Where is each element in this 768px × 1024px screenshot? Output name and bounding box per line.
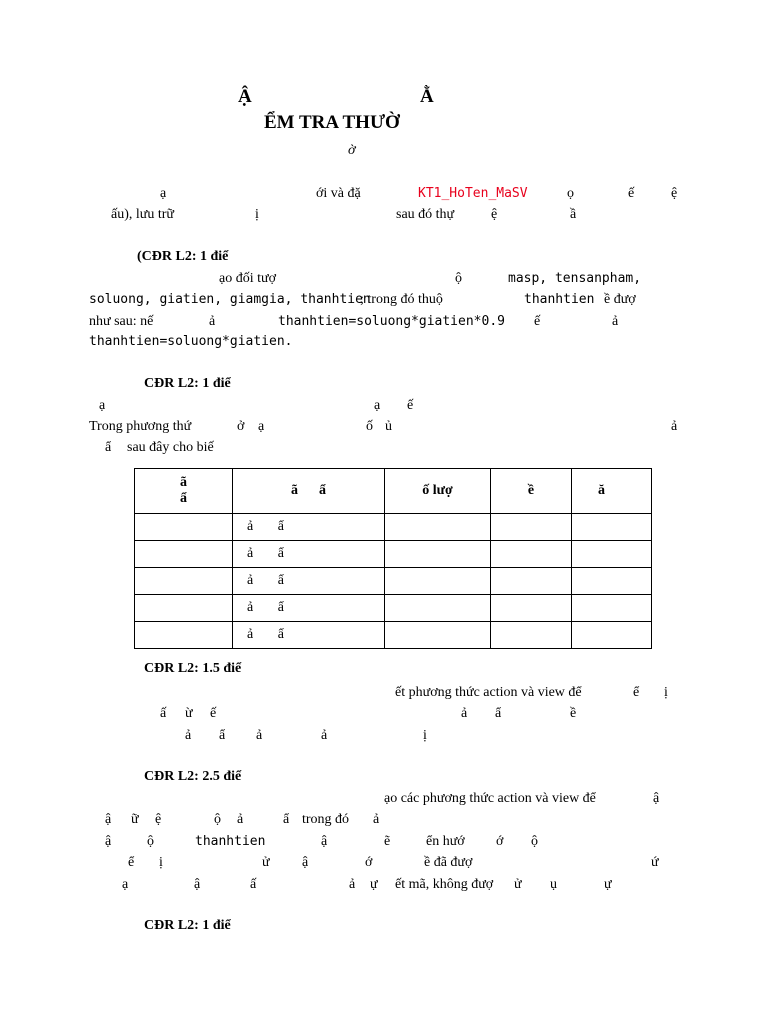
- filename-code: KT1_HoTen_MaSV: [418, 186, 528, 201]
- section-2-text: ủ: [385, 419, 392, 434]
- section-4-text: ậ: [653, 791, 660, 806]
- section-4-text: ẽ: [384, 834, 391, 849]
- section-1-text: ề đượ: [604, 292, 636, 307]
- section-3-text: ả: [185, 728, 192, 743]
- table-cell: ả ẩ: [233, 514, 385, 541]
- table-header-cell: ă: [572, 469, 652, 514]
- section-4-text: trong đó: [302, 812, 350, 827]
- table-header-cell: ố lượ: [385, 469, 491, 514]
- section-2-text: ạ: [374, 398, 381, 413]
- intro-fragment: ầ: [570, 207, 577, 222]
- section-4-text: ậ: [105, 812, 112, 827]
- table-cell: [385, 595, 491, 622]
- section-4-text: ứ: [651, 855, 659, 870]
- section-4-text: ộ: [214, 812, 221, 827]
- intro-fragment: ới và đặ: [316, 186, 361, 201]
- section-4-text: ậ: [321, 834, 328, 849]
- section-2-text: ở: [237, 419, 245, 434]
- subtitle: ờ: [348, 143, 356, 158]
- intro-fragment: ệ: [671, 186, 678, 201]
- section-3-text: ề: [570, 706, 577, 721]
- product-table: [134, 468, 652, 649]
- section-4-text: ử: [262, 855, 270, 870]
- section-1-code: thanhtien=soluong*giatien*0.9: [278, 314, 505, 329]
- table-cell: [135, 514, 233, 541]
- table-cell: [491, 622, 572, 649]
- section-2-text: Trong phương thứ: [89, 419, 192, 434]
- table-cell: [491, 595, 572, 622]
- section-2-text: ạ: [99, 398, 106, 413]
- table-cell: [491, 568, 572, 595]
- section-1-text: ả: [612, 314, 619, 329]
- section-2-heading: CĐR L2: 1 điể: [144, 376, 231, 391]
- section-2-text: sau đây cho biế: [127, 440, 214, 455]
- table-cell: [572, 541, 652, 568]
- section-4-text: ề đã đượ: [424, 855, 473, 870]
- table-cell: [572, 622, 652, 649]
- section-4-text: ị: [159, 855, 163, 870]
- section-2-text: ả: [671, 419, 678, 434]
- table-row: [135, 622, 652, 649]
- table-cell: [572, 514, 652, 541]
- section-4-text: ự: [370, 877, 378, 892]
- table-cell: ả ẩ: [233, 595, 385, 622]
- section-3-text: ả: [321, 728, 328, 743]
- section-3-heading: CĐR L2: 1.5 điể: [144, 661, 242, 676]
- section-3-text: ừ: [185, 706, 193, 721]
- section-3-text: ả: [461, 706, 468, 721]
- section-2-text: ạ: [258, 419, 265, 434]
- section-1-text: ; trong đó thuộ: [360, 292, 443, 307]
- section-4-text: ả: [349, 877, 356, 892]
- table-row: [135, 541, 652, 568]
- section-4-text: ộ: [147, 834, 154, 849]
- table-header-cell: ã ẩ: [233, 469, 385, 514]
- table-row: [135, 568, 652, 595]
- section-3-text: ể: [633, 685, 640, 700]
- intro-fragment: sau đó thự: [396, 207, 455, 222]
- title-line-1-start: Ậ: [238, 86, 252, 107]
- section-1-text: ộ: [455, 271, 462, 286]
- section-3-text: ả: [256, 728, 263, 743]
- table-cell: [385, 514, 491, 541]
- table-row: [135, 514, 652, 541]
- section-4-text: ậ: [302, 855, 309, 870]
- table-cell: [572, 595, 652, 622]
- section-1-text: ả: [209, 314, 216, 329]
- section-3-text: ế: [210, 706, 217, 721]
- section-1-code: masp, tensanpham,: [508, 271, 642, 286]
- section-4-text: ử: [514, 877, 522, 892]
- table-header-cell: ề: [491, 469, 572, 514]
- section-3-text: ết phương thức action và view để: [395, 685, 582, 700]
- section-4-text: ể: [128, 855, 135, 870]
- table-cell: [135, 541, 233, 568]
- section-4-text: ớ: [496, 834, 504, 849]
- section-1-code: soluong, giatien, giamgia, thanhtien: [89, 292, 371, 307]
- section-3-text: ẩ: [219, 728, 226, 743]
- section-1-text: ế: [534, 314, 541, 329]
- section-4-heading: CĐR L2: 2.5 điể: [144, 769, 242, 784]
- table-header-row: [135, 469, 652, 514]
- section-1-code: thanhtien: [524, 292, 595, 307]
- section-4-text: ự: [604, 877, 612, 892]
- table-cell: [491, 541, 572, 568]
- intro-fragment: ị: [255, 207, 259, 222]
- section-3-text: ấ: [160, 706, 167, 721]
- table-cell: [385, 622, 491, 649]
- section-2-text: ố: [366, 419, 373, 434]
- section-4-text: ẩ: [283, 812, 290, 827]
- table-header-cell: ã ẩ: [135, 469, 233, 514]
- table-cell: [572, 568, 652, 595]
- section-1-text: như sau: nế: [89, 314, 154, 329]
- table-cell: ả ẩ: [233, 622, 385, 649]
- table-cell: ả ẩ: [233, 541, 385, 568]
- section-4-text: ấ: [250, 877, 257, 892]
- table-cell: [135, 568, 233, 595]
- section-4-text: ậ: [194, 877, 201, 892]
- section-4-text: ớ: [365, 855, 373, 870]
- table-cell: [135, 595, 233, 622]
- intro-fragment: ế: [628, 186, 635, 201]
- section-2-text: ế: [407, 398, 414, 413]
- section-4-text: ệ: [155, 812, 162, 827]
- section-3-text: ị: [423, 728, 427, 743]
- intro-fragment: ệ: [491, 207, 498, 222]
- table-cell: [385, 541, 491, 568]
- intro-fragment: ấu), lưu trữ: [111, 207, 174, 222]
- section-1-code: thanhtien=soluong*giatien.: [89, 334, 293, 349]
- section-4-text: ạ: [122, 877, 129, 892]
- section-4-code: thanhtien: [195, 834, 266, 849]
- section-4-text: ả: [237, 812, 244, 827]
- title-line-1-end: Ằ: [420, 86, 434, 107]
- section-1-text: ạo đối tượ: [219, 271, 276, 286]
- section-3-text: ẩ: [495, 706, 502, 721]
- section-4-text: ển hướ: [426, 834, 465, 849]
- section-4-text: ộ: [531, 834, 538, 849]
- section-4-text: ết mã, không đượ: [395, 877, 494, 892]
- section-3-text: ị: [664, 685, 668, 700]
- title-line-2: ỂM TRA THƯỜ: [264, 112, 400, 133]
- intro-fragment: ọ: [567, 186, 574, 201]
- section-4-text: ả: [373, 812, 380, 827]
- section-2-text: ẩ: [105, 440, 112, 455]
- section-5-heading: CĐR L2: 1 điể: [144, 918, 231, 933]
- section-1-heading: (CĐR L2: 1 điể: [137, 249, 229, 264]
- section-4-text: ạo các phương thức action và view để: [384, 791, 596, 806]
- table-cell: [135, 622, 233, 649]
- intro-fragment: ạ: [160, 186, 167, 201]
- section-4-text: ữ: [131, 812, 139, 827]
- section-4-text: ụ: [550, 877, 557, 892]
- table-cell: [491, 514, 572, 541]
- table-cell: [385, 568, 491, 595]
- section-4-text: ậ: [105, 834, 112, 849]
- table-row: [135, 595, 652, 622]
- table-cell: ả ẩ: [233, 568, 385, 595]
